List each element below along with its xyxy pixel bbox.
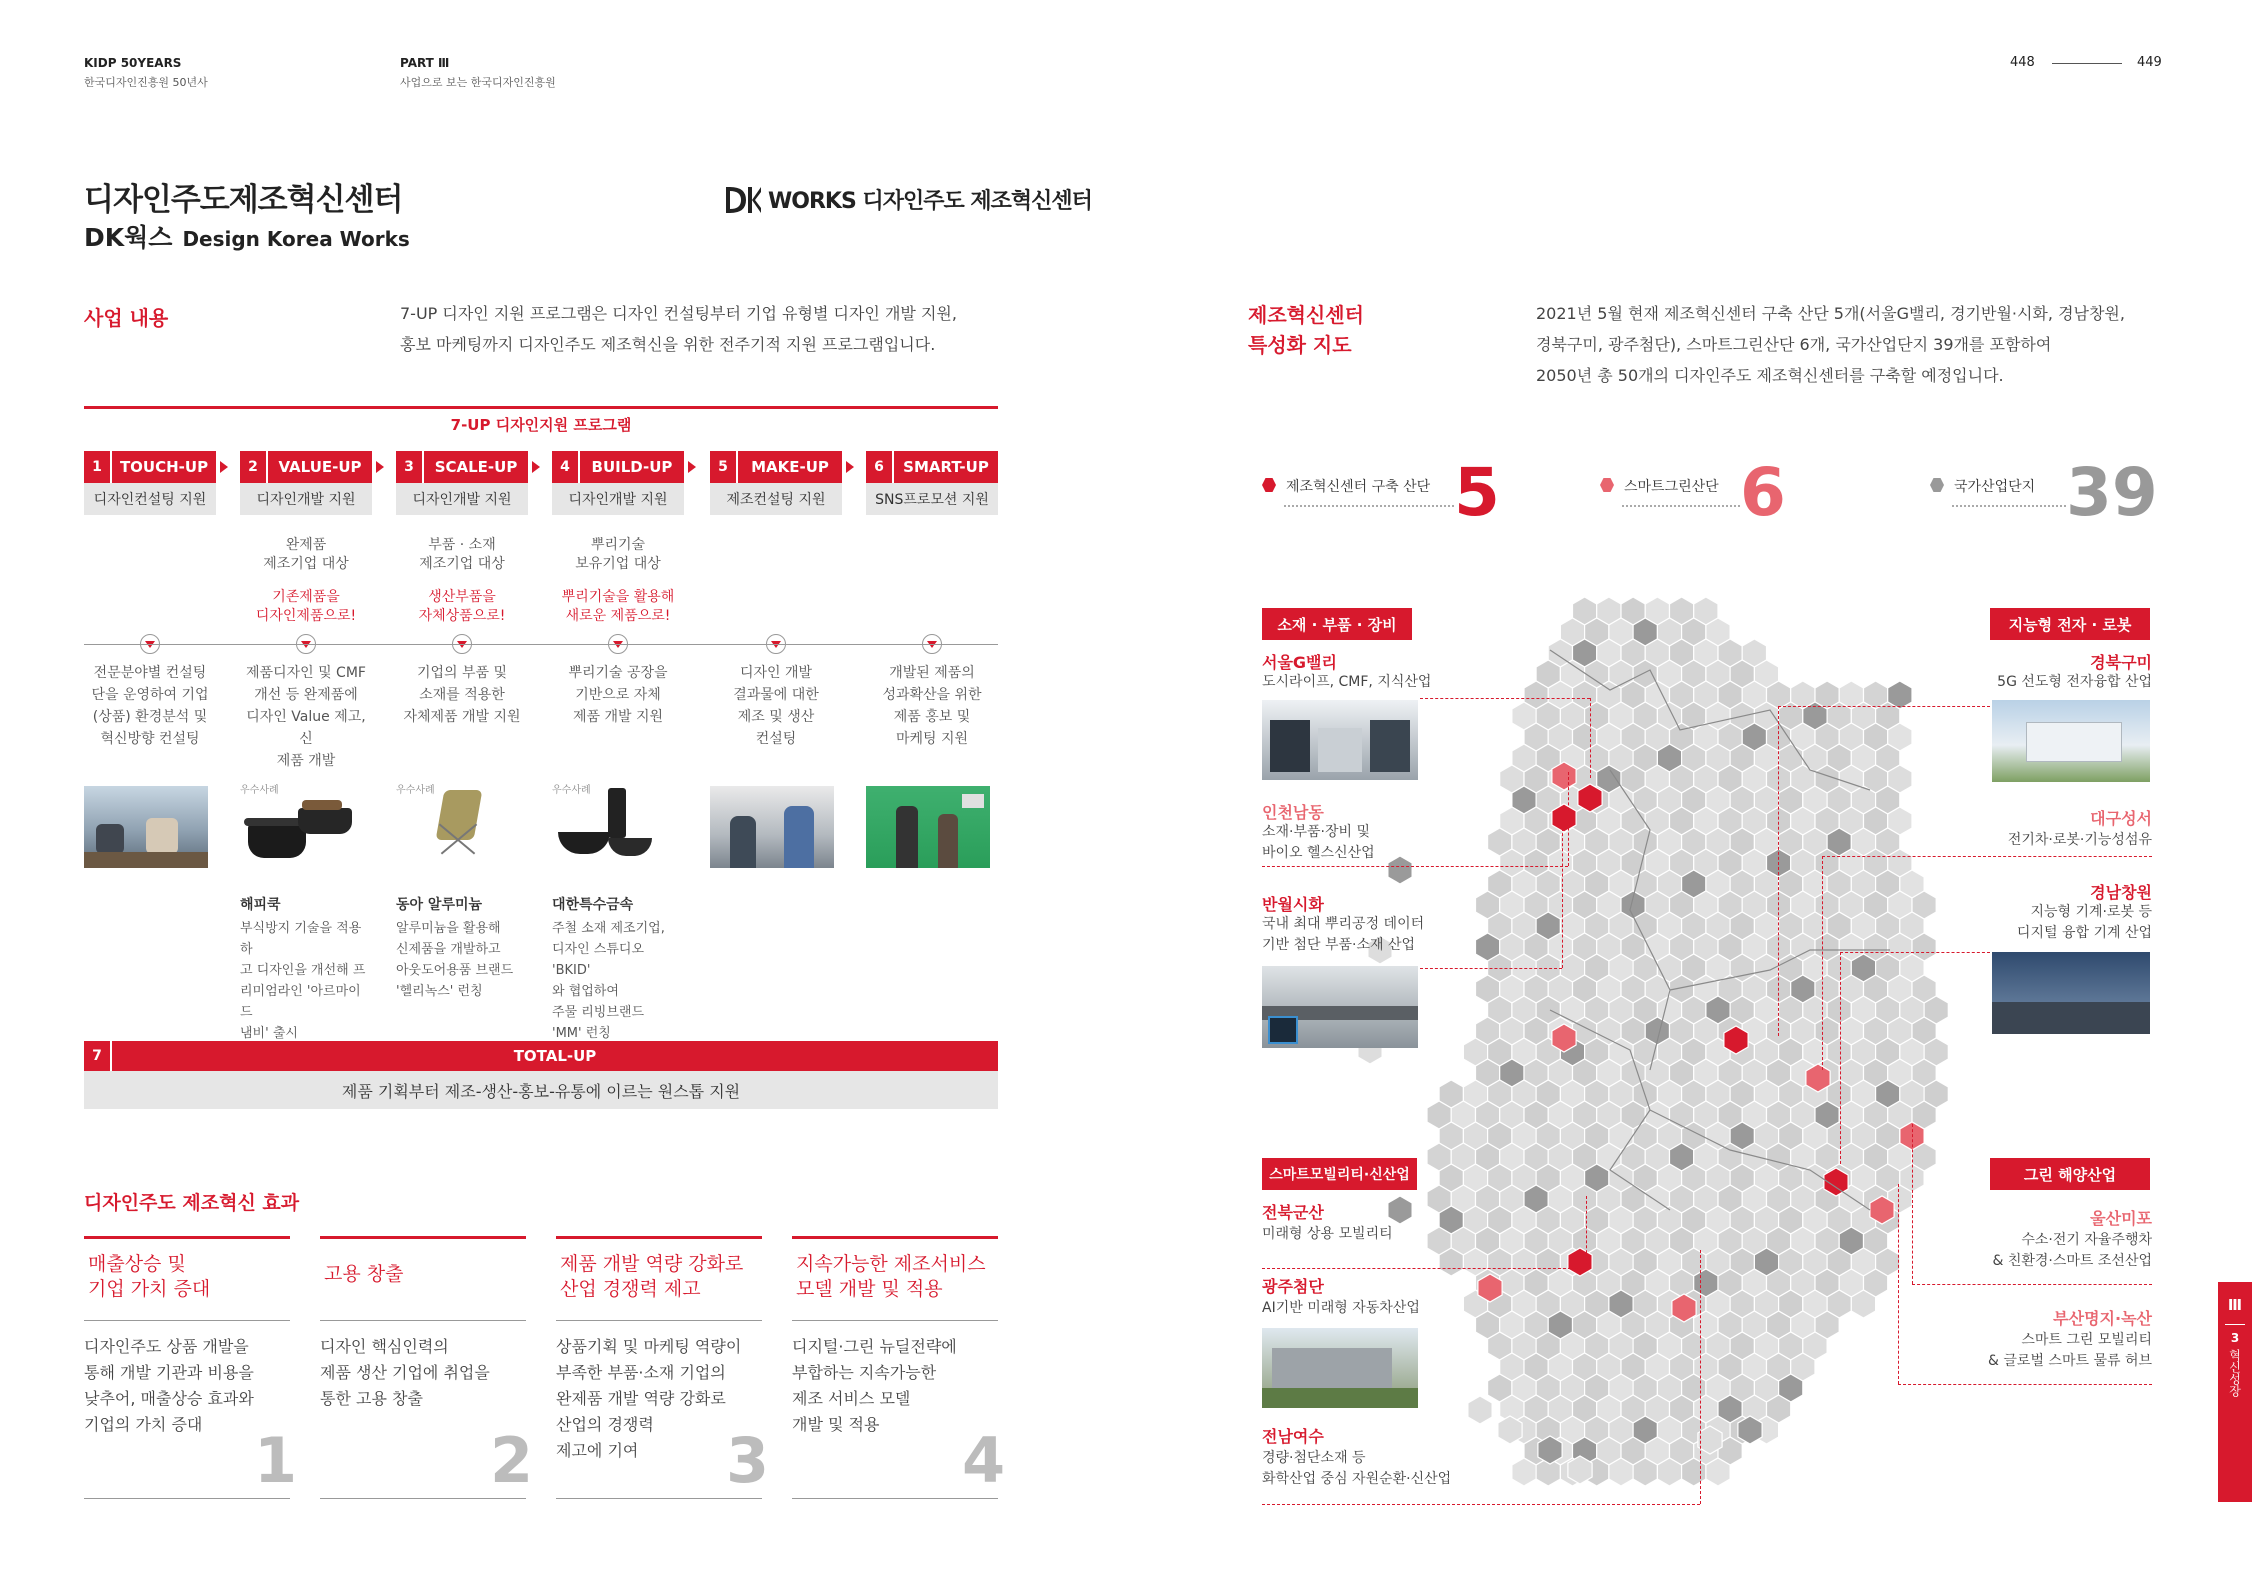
effect-top-rule [792, 1236, 998, 1239]
effect-body [320, 1334, 490, 1412]
step-number: 6 [866, 451, 894, 483]
logo-text: WORKS 디자인주도 제조혁신센터 [768, 189, 1092, 214]
case-tag: 우수사례 [396, 785, 435, 796]
step-target [240, 536, 372, 574]
case-line: 'MM' 런칭 [552, 1026, 611, 1041]
legend-dotted-rule [1284, 505, 1454, 507]
effect-body-line: 제조 서비스 모델 [792, 1389, 911, 1408]
dk-works-logo [724, 184, 1092, 215]
effect-body-line: 디지털·그린 뉴딜전략에 [792, 1337, 957, 1356]
region-desc-line: 소재·부품·장비 및 [1262, 824, 1371, 840]
legend-hex-icon [1930, 478, 1944, 492]
effect-number: 4 [962, 1424, 1006, 1497]
gwangju-photo [1262, 1328, 1418, 1408]
step-smart-up [866, 451, 998, 515]
effect-number: 3 [726, 1424, 770, 1497]
effect-bottom-rule [792, 1498, 998, 1499]
effect-number: 1 [254, 1424, 298, 1497]
region-desc [1262, 822, 1375, 864]
legend-hex-icon [1600, 478, 1614, 492]
step-arrow-icon [688, 461, 696, 473]
map-hex-cell [1468, 1396, 1492, 1424]
target-line: 뿌리기술 [590, 537, 646, 553]
subtitle-english: Design Korea Works [182, 227, 410, 251]
step-name: SCALE-UP [434, 458, 518, 476]
case-line: 디자인 스튜디오 'BKID' [552, 942, 645, 978]
desc-line: 제품디자인 및 CMF [246, 665, 366, 681]
effect-title [796, 1252, 986, 1302]
legend-label: 제조혁신센터 구축 산단 [1286, 479, 1431, 495]
legend-dotted-rule [1952, 505, 2066, 507]
desc-line: 전문분야별 컨설팅 [93, 665, 207, 681]
step-name: BUILD-UP [591, 458, 673, 476]
effect-top-rule [320, 1236, 526, 1239]
region-desc-line: & 글로벌 스마트 물류 허브 [1988, 1353, 2152, 1369]
header-left-sub: 한국디자인진흥원 50년사 [84, 76, 208, 89]
effect-body-line: 부족한 부품·소재 기업의 [556, 1363, 726, 1382]
region-ulsan-mipo: 울산미포 [2090, 1209, 2152, 1228]
region-gyeongbuk-gumi: 경북구미 [2090, 653, 2152, 672]
step-touch-up [84, 451, 216, 515]
legend-value: 5 [1454, 454, 1500, 531]
leader-line [1778, 706, 1779, 1036]
step-goal [552, 588, 684, 626]
effect-title-line: 매출상승 및 [88, 1253, 186, 1275]
business-line: 7-UP 디자인 지원 프로그램은 디자인 컨설팅부터 기업 유형별 디자인 개발 지원, [400, 304, 957, 323]
subtitle-korean: DK웍스 [84, 223, 173, 252]
step-bar [240, 451, 372, 483]
effect-title-line: 제품 개발 역량 강화로 [560, 1253, 744, 1275]
desc-line: 기반으로 자체 [575, 687, 661, 703]
dk-logo-icon [724, 185, 764, 215]
effect-title-line: 지속가능한 제조서비스 [796, 1253, 986, 1275]
total-up-sub: 제품 기획부터 제조-생산-홍보-유통에 이르는 원스톱 지원 [84, 1071, 998, 1109]
total-up-number: 7 [84, 1041, 112, 1071]
chapter-side-tab[interactable] [2218, 1282, 2252, 1502]
effect-body-line: 제고에 기여 [556, 1441, 639, 1460]
leader-line [1420, 968, 1562, 969]
desc-line: 디자인 Value 제고, 신 [246, 709, 366, 747]
region-desc-line: 지능형 기계·로봇 등 [2030, 904, 2152, 920]
desc-line: 소재를 적용한 [419, 687, 505, 703]
step-desc [552, 662, 684, 728]
step-number: 2 [240, 451, 268, 483]
region-desc [1988, 1330, 2152, 1372]
region-desc-line: 국내 최대 뿌리공정 데이터 [1262, 916, 1425, 932]
map-label-line: 제조혁신센터 [1248, 303, 1364, 327]
step-arrow-icon [220, 461, 228, 473]
region-daegu-seongseo: 대구성서 [2090, 809, 2152, 828]
desc-line: 제품 홍보 및 [893, 709, 971, 725]
step-arrow-icon [532, 461, 540, 473]
map-hex-cell [1388, 856, 1412, 884]
leader-line [1562, 828, 1563, 968]
category-green-marine: 그린 해양산업 [1990, 1158, 2150, 1190]
step-target [396, 536, 528, 574]
region-desc: AI기반 미래형 자동차산업 [1262, 1300, 1420, 1316]
leader-line [1778, 706, 1990, 707]
step-value-up [240, 451, 372, 515]
goal-line: 생산부품을 [428, 589, 496, 605]
step-name: SMART-UP [903, 458, 989, 476]
step-bar [866, 451, 998, 483]
leader-line [1898, 1384, 2152, 1385]
effect-body-line: 디자인주도 상품 개발을 [84, 1337, 249, 1356]
category-smart-mobility: 스마트모빌리티·신산업 [1262, 1158, 1417, 1190]
step-sub: 디자인개발 지원 [396, 483, 528, 515]
step-sub: SNS프로모션 지원 [866, 483, 998, 515]
step-sub: 디자인컨설팅 지원 [84, 483, 216, 515]
case-name: 동아 알루미늄 [396, 897, 483, 913]
smart-up-photo [866, 786, 990, 868]
leader-line [1840, 952, 1990, 953]
step-desc [396, 662, 528, 728]
leader-line [1262, 866, 1568, 867]
page-number-right: 449 [2137, 55, 2162, 70]
header-part-title: PART Ⅲ [400, 56, 450, 70]
desc-line: 결과물에 대한 [733, 687, 819, 703]
step-number: 4 [552, 451, 580, 483]
goal-line: 디자인제품으로! [255, 608, 357, 624]
desc-line: 디자인 개발 [739, 665, 813, 681]
step-name: TOUCH-UP [119, 458, 209, 476]
target-line: 완제품 [285, 537, 327, 553]
category-materials: 소재 · 부품 · 장비 [1262, 608, 1412, 640]
effect-body-line: 상품기획 및 마케팅 역량이 [556, 1337, 742, 1356]
leader-line [1898, 1184, 1899, 1384]
legend-value: 39 [2066, 454, 2158, 531]
effect-title [560, 1252, 743, 1302]
category-electronics-robot: 지능형 전자 · 로봇 [1990, 608, 2150, 640]
region-seoul-gvalley: 서울G밸리 [1262, 653, 1337, 672]
leader-line [1586, 1196, 1587, 1268]
effect-body [792, 1334, 957, 1438]
page-subtitle [84, 218, 410, 254]
step-number: 5 [710, 451, 738, 483]
effect-body-line: 산업의 경쟁력 [556, 1415, 654, 1434]
desc-line: 마케팅 지원 [895, 731, 969, 747]
region-desc [1262, 1448, 1451, 1490]
region-desc-line: 스마트 그린 모빌리티 [2021, 1332, 2152, 1348]
goal-line: 새로운 제품으로! [565, 608, 671, 624]
step-sub: 디자인개발 지원 [240, 483, 372, 515]
side-tab-number: 3 [2230, 1331, 2240, 1345]
case-line: 신제품을 개발하고 [396, 942, 501, 957]
target-line: 부품 · 소재 [428, 537, 496, 553]
desc-line: 기업의 부품 및 [416, 665, 508, 681]
legend-hex-icon [1262, 478, 1276, 492]
map-text-line: 2050년 총 50개의 디자인주도 제조혁신센터를 구축할 예정입니다. [1536, 366, 2004, 385]
consulting-photo [84, 786, 208, 868]
effect-bottom-rule [556, 1498, 762, 1499]
desc-line: 개선 등 완제품에 [254, 687, 358, 703]
region-desc-line: & 친환경·스마트 조선산업 [1992, 1253, 2152, 1269]
effect-title-line: 고용 창출 [324, 1263, 404, 1285]
desc-line: 성과확산을 위한 [882, 687, 982, 703]
desc-line: 제품 개발 지원 [572, 709, 664, 725]
page-number-left: 448 [2010, 55, 2035, 70]
effect-body [84, 1334, 254, 1438]
step-arrow-icon [846, 461, 854, 473]
header-part-sub: 사업으로 보는 한국디자인진흥원 [400, 76, 556, 89]
make-up-photo [710, 786, 834, 868]
case-text [396, 918, 526, 1002]
effects-title: 디자인주도 제조혁신 효과 [84, 1192, 300, 1214]
step-sub: 제조컨설팅 지원 [710, 483, 842, 515]
step-build-up [552, 451, 684, 515]
case-name: 해피쿡 [240, 897, 281, 913]
goal-line: 기존제품을 [272, 589, 340, 605]
effect-bottom-rule [320, 1498, 526, 1499]
business-label: 사업 내용 [84, 306, 169, 330]
map-text [1536, 298, 2125, 391]
effect-body-line: 제품 생산 기업에 취업을 [320, 1363, 490, 1382]
effect-top-rule [84, 1236, 290, 1239]
region-desc-line: 바이오 헬스신산업 [1262, 845, 1375, 861]
target-line: 제조기업 대상 [419, 556, 505, 572]
target-line: 제조기업 대상 [263, 556, 349, 572]
leader-line [1590, 698, 1591, 778]
program-top-rule [84, 406, 998, 409]
target-line: 보유기업 대상 [575, 556, 661, 572]
desc-line: 제품 개발 [276, 753, 336, 769]
case-line: 아웃도어용품 브랜드 [396, 963, 514, 978]
case-tag: 우수사례 [552, 785, 591, 796]
region-jeonnam-yeosu: 전남여수 [1262, 1427, 1324, 1446]
case-text [552, 918, 682, 1044]
legend-label: 국가산업단지 [1954, 479, 2036, 495]
effect-body-line: 부합하는 지속가능한 [792, 1363, 937, 1382]
map-label [1248, 300, 1364, 360]
step-desc [866, 662, 998, 750]
effect-title [324, 1262, 403, 1287]
step-bar [84, 451, 216, 483]
leader-line [1822, 856, 1823, 1070]
leader-line [1568, 772, 1569, 866]
desc-line: 개발된 제품의 [889, 665, 975, 681]
effect-bottom-rule [84, 1498, 290, 1499]
effect-mid-rule [556, 1320, 762, 1321]
effect-body-line: 디자인 핵심인력의 [320, 1337, 449, 1356]
program-title: 7-UP 디자인지원 프로그램 [450, 416, 632, 434]
region-desc [2017, 902, 2152, 944]
case-text [240, 918, 370, 1044]
effect-body-line: 완제품 개발 역량 강화로 [556, 1389, 726, 1408]
region-incheon-namdong: 인천남동 [1262, 803, 1324, 822]
step-scale-up [396, 451, 528, 515]
step-desc [84, 662, 216, 750]
business-text [400, 298, 957, 360]
region-jeonbuk-gunsan: 전북군산 [1262, 1203, 1324, 1222]
happycook-pot-photo [240, 786, 364, 868]
side-tab-roman: Ⅲ [2227, 1296, 2243, 1314]
total-up-label: TOTAL-UP [513, 1047, 597, 1065]
effect-body-line: 통한 고용 창출 [320, 1389, 423, 1408]
leader-line [1912, 1124, 1913, 1284]
page-number-divider [2052, 63, 2122, 64]
case-line: 부식방지 기술을 적용하 [240, 921, 362, 957]
region-busan-myeongji: 부산명지·녹산 [2053, 1309, 2152, 1328]
region-desc-line: 디지털 융합 기계 산업 [2016, 925, 2152, 941]
step-goal [240, 588, 372, 626]
effect-title-line: 모델 개발 및 적용 [796, 1278, 943, 1300]
effect-body-line: 개발 및 적용 [792, 1415, 880, 1434]
effect-body-line: 낮추어, 매출상승 효과와 [84, 1389, 254, 1408]
step-number: 1 [84, 451, 112, 483]
desc-line: 자체제품 개발 지원 [403, 709, 521, 725]
case-line: 와 협업하여 [552, 984, 619, 999]
step-bar [552, 451, 684, 483]
desc-line: 컨설팅 [755, 731, 797, 747]
legend-label: 스마트그린산단 [1624, 479, 1719, 495]
leader-line [1912, 1284, 2152, 1285]
effect-body-line: 통해 개발 기관과 비용을 [84, 1363, 254, 1382]
desc-line: 혁신방향 컨설팅 [100, 731, 200, 747]
region-desc [1992, 1230, 2152, 1272]
step-goal [396, 588, 528, 626]
gyeongnam-changwon-photo [1992, 952, 2150, 1034]
case-line: '헬리녹스' 런칭 [396, 984, 483, 999]
legend-dotted-rule [1622, 505, 1740, 507]
case-line: 주철 소재 제조기업, [552, 921, 665, 936]
step-number: 3 [396, 451, 424, 483]
effect-top-rule [556, 1236, 762, 1239]
region-desc: 미래형 상용 모빌리티 [1262, 1226, 1393, 1242]
region-desc-line: 화학산업 중심 자원순환·신산업 [1262, 1471, 1452, 1487]
step-desc [710, 662, 842, 750]
total-up-bar [84, 1041, 998, 1071]
region-desc: 도시라이프, CMF, 지식산업 [1262, 674, 1432, 690]
desc-line: 뿌리기술 공장을 [568, 665, 668, 681]
effect-number: 2 [490, 1424, 534, 1497]
leader-line [1822, 856, 2152, 857]
gyeongbuk-gumi-photo [1992, 700, 2150, 782]
leader-line [1262, 1504, 1700, 1505]
desc-line: 제조 및 생산 [737, 709, 815, 725]
goal-line: 뿌리기술을 활용해 [561, 589, 675, 605]
region-desc-line: 기반 첨단 부품·소재 산업 [1262, 937, 1416, 953]
leader-line [1262, 1268, 1586, 1269]
case-line: 고 디자인을 개선해 프 [240, 963, 366, 978]
case-line: 주물 리빙브랜드 [552, 1005, 645, 1020]
business-line: 홍보 마케팅까지 디자인주도 제조혁신을 위한 전주기적 지원 프로그램입니다. [400, 335, 936, 354]
leader-line [1700, 1250, 1701, 1504]
effect-title [88, 1252, 210, 1302]
desc-line: (상품) 환경분석 및 [92, 709, 208, 725]
goal-line: 자체상품으로! [418, 608, 506, 624]
helinox-chair-photo [396, 786, 520, 868]
banwol-sihwa-photo [1262, 966, 1418, 1048]
region-gwangju-cheomdan: 광주첨단 [1262, 1277, 1324, 1296]
step-desc [240, 662, 372, 772]
region-desc: 5G 선도형 전자융합 산업 [1997, 674, 2152, 690]
region-desc-line: 경량·첨단소재 등 [1262, 1450, 1366, 1466]
map-text-line: 2021년 5월 현재 제조혁신센터 구축 산단 5개(서울G밸리, 경기반월·시화, 경남창원, [1536, 304, 2125, 323]
effect-title-line: 산업 경쟁력 제고 [560, 1278, 701, 1300]
case-name: 대한특수금속 [552, 897, 634, 913]
step-name: VALUE-UP [278, 458, 362, 476]
case-tag: 우수사례 [240, 785, 279, 796]
case-line: 알루미늄을 활용해 [396, 921, 501, 936]
step-target [552, 536, 684, 574]
case-line: 냄비' 출시 [240, 1026, 298, 1041]
step-bar [396, 451, 528, 483]
page-title: 디자인주도제조혁신센터 [84, 182, 403, 218]
step-name: MAKE-UP [751, 458, 829, 476]
region-gyeongnam-changwon: 경남창원 [2090, 883, 2152, 902]
case-line: 리미엄라인 '아르마이드 [240, 984, 361, 1020]
header-left-title: KIDP 50YEARS [84, 56, 182, 70]
desc-line: 단을 운영하여 기업 [91, 687, 209, 703]
region-banwol-sihwa: 반월시화 [1262, 895, 1324, 914]
effect-mid-rule [84, 1320, 290, 1321]
map-hex-cell [1388, 1196, 1412, 1224]
seoul-gvalley-photo [1262, 700, 1418, 780]
region-desc-line: 수소·전기 자율주행차 [2021, 1232, 2152, 1248]
effect-body-line: 기업의 가치 증대 [84, 1415, 203, 1434]
side-tab-text: 혁신성장 [2227, 1349, 2242, 1397]
legend-value: 6 [1740, 454, 1786, 531]
cast-iron-products-photo [552, 786, 676, 868]
effect-body [556, 1334, 741, 1464]
effect-mid-rule [320, 1320, 526, 1321]
map-text-line: 경북구미, 광주첨단), 스마트그린산단 6개, 국가산업단지 39개를 포함하여 [1536, 335, 2052, 354]
leader-line [1420, 698, 1590, 699]
map-label-line: 특성화 지도 [1248, 333, 1352, 357]
effect-title-line: 기업 가치 증대 [88, 1278, 211, 1300]
step-arrow-icon [376, 461, 384, 473]
leader-line [1840, 952, 1841, 1164]
steps-divider [84, 644, 998, 645]
region-desc: 전기차·로봇·기능성섬유 [2007, 832, 2152, 848]
step-sub: 디자인개발 지원 [552, 483, 684, 515]
region-desc [1262, 914, 1424, 956]
step-make-up [710, 451, 842, 515]
effect-mid-rule [792, 1320, 998, 1321]
step-bar [710, 451, 842, 483]
